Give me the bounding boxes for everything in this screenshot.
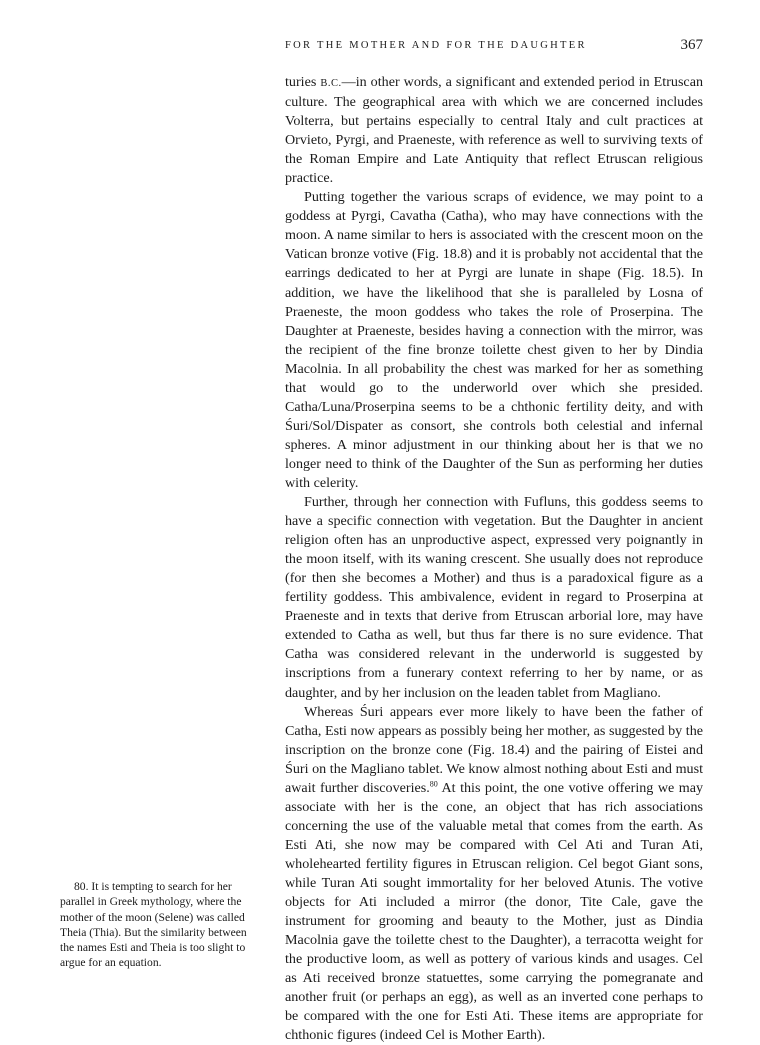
paragraph-3: Further, through her connection with Fufluns, this goddess seems to have a specific connection with vegetation. But the Daughter in ancient religion often has an unproductive aspect, expressed very poignantly in the moon itself, with its waning crescent. She usually does not reproduce (for then she becomes a Mother) and thus is a paradoxical figure as a fertility goddess. This ambivalence, evident in regard to Proserpina at Praeneste and in texts that derive from Etruscan arborial lore, may have extended to Catha as well, but thus far there is no sure evidence. That Catha was considered relevant in the underworld is suggested by inscriptions from a funerary context referring to her by name, or as daughter, and by her inclusion on the leaden tablet from Magliano. — [285, 494, 703, 701]
paragraph-4-rest: At this point, the one votive offering we may associate with her is the cone, an object that has rich associations concerning the use of the valuable metal that comes from the earth. As Esti Ati, she now may be compared with Cel Ati and Turan Ati, wholehearted fertility figures in Etruscan religion. Cel begot Giant sons, while Turan Ati sought immortality for her beloved Atunis. The votive objects for Ati included a mirror (the donor, Tite Cale, gave the instrument for grooming and beauty to the Mother, just as Dindia Macolnia gave the toilette chest to the Daughter), a terracotta weight for the productive loom, as well as pottery of various kinds and usages. Cel as Ati received bronze statuettes, some carrying the pomegranate and another fruit (or perhaps an egg), as well as an inverted cone perhaps to be compared with the one for Esti Ati. These items are appropriate for chthonic figures (indeed Cel is Mother Earth). — [285, 779, 704, 1044]
running-head — [285, 37, 703, 56]
footnote-reference: 80 — [429, 779, 438, 789]
page-number: 367 — [680, 37, 703, 53]
paragraph-1-rest: —in other words, a significant and extended period in Etruscan culture. The geographical area with which we are concerned includes Volterra, but pertains especially to central Italy and cult practices at Orvieto, Pyrgi, and Praeneste, with reference as well to surviving texts of the Roman Empire and Late Antiquity that reflect Etruscan religious practice. — [285, 74, 703, 187]
paragraph-4 — [285, 703, 703, 1045]
paragraph-1-start: turies — [285, 74, 321, 90]
paragraph-2: Putting together the various scraps of evidence, we may point to a goddess at Pyrgi, Cavatha (Catha), who may have connections with the moon. A name similar to hers is associated with the crescent moon on the Vatican bronze votive (Fig. 18.8) and it is probably not accidental that the earrings dedicated to her at Pyrgi are lunate in shape (Fig. 18.5). In addition, we have the likelihood that she is paralleled by Losna of Praeneste, the moon goddess who takes the role of Proserpina. The Daughter at Praeneste, besides having a connection with the mirror, was the recipient of the fine bronze toilette chest given to her by Dindia Macolnia. In all probability the chest was marked for her as something that would go to the underworld over which she presided. Catha/Luna/Proserpina seems to be a chthonic fertility deity, and with Śuri/Sol/Dispater as consort, she controls both celestial and infernal spheres. A minor adjustment in our thinking about her is that we no longer need to think of the Daughter of the Sun as performing her duties with celerity. — [285, 189, 703, 491]
paragraph-4-start: Whereas Śuri appears ever more likely to have been the father of Catha, Esti now appears as possibly being her mother, as suggested by the inscription on the bronze cone (Fig. 18.4) and the pairing of Eistei and Śuri on the Magliano tablet. We know almost nothing about Esti and must await further discoveries. — [285, 703, 703, 796]
bc-abbreviation: B.C. — [320, 78, 342, 89]
footnote-80: 80. It is tempting to search for her parallel in Greek mythology, where the mother of the moon (Selene) was called Theia (Thia). But the similarity between the names Esti and Theia is too slight to argue for an equation. — [60, 880, 247, 970]
running-title: FOR THE MOTHER AND FOR THE DAUGHTER — [285, 40, 587, 51]
main-text-column — [285, 73, 703, 1045]
paragraph-1 — [285, 73, 703, 188]
